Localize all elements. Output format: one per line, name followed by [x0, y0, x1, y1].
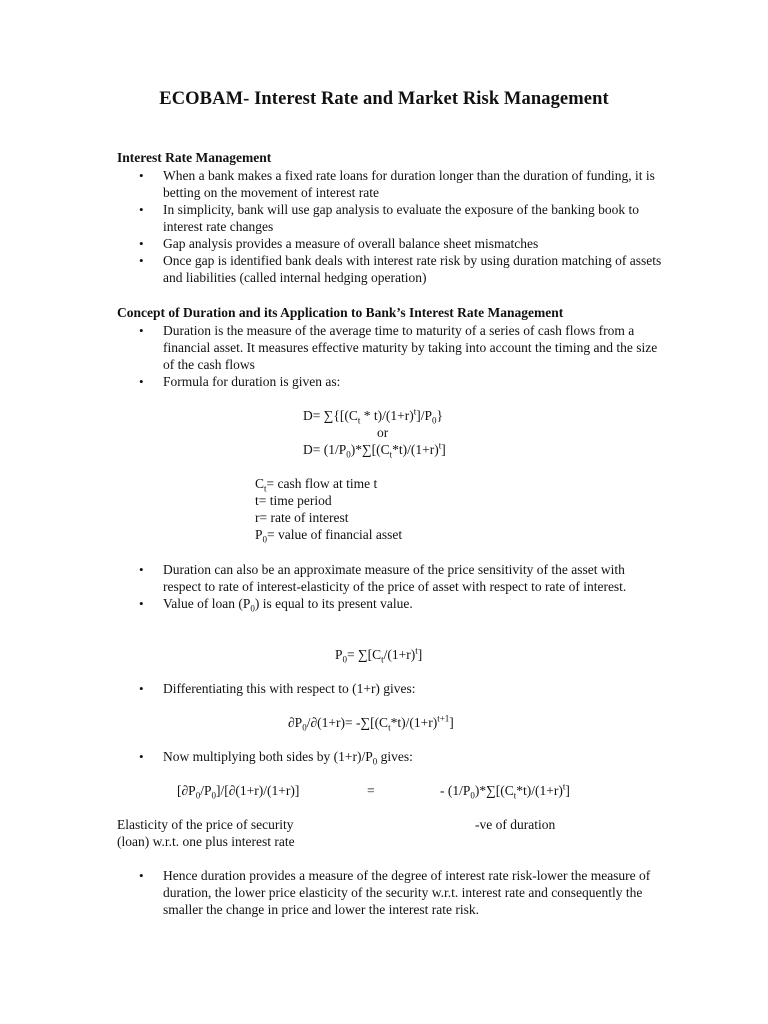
elasticity-label-line2: (loan) w.r.t. one plus interest rate	[117, 834, 295, 849]
definition-t: t= time period	[255, 493, 332, 508]
section-heading-interest-rate-management: Interest Rate Management	[117, 150, 272, 165]
formula-elasticity-lhs: $[\partial P_0/P_0]/[\partial(1+r)/(1+r)]$	[177, 783, 300, 801]
formula-or: or	[377, 425, 389, 440]
formula-equals: =	[367, 783, 375, 798]
list-item: • When a bank makes a fixed rate loans for duration longer than the duration of funding, it is betting on the movement of interest rate	[117, 167, 662, 201]
list-item: • Gap analysis provides a measure of overall balance sheet mismatches	[117, 235, 662, 252]
section2-bullet-diff	[117, 680, 662, 697]
definition-ct: $C_t=$ cash flow at time t	[255, 476, 378, 494]
document-title: ECOBAM- Interest Rate and Market Risk Management	[159, 89, 609, 109]
list-item: • Duration can also be an approximate measure of the price sensitivity of the asset with respect to rate of interest-elasticity of the price of asset with respect to rate of interest.	[117, 561, 662, 595]
list-item: • In simplicity, bank will use gap analysis to evaluate the exposure of the banking book to interest rate changes	[117, 201, 662, 235]
formula-duration-2: $D= (1/P_0)*\sum[(C_t*t)/(1+r)^t]$	[303, 440, 446, 460]
section-heading-duration-concept: Concept of Duration and its Application to Bank’s Interest Rate Management	[117, 305, 564, 320]
list-item: • Now multiplying both sides by $(1+r)/P_0$ gives:	[117, 748, 662, 765]
formula-elasticity-rhs: - $(1/P_0)*\sum[(C_t*t)/(1+r)^t]$	[440, 781, 570, 801]
list-item: • Hence duration provides a measure of the degree of interest rate risk-lower the measure of duration, the lower price elasticity of the security w.r.t. interest rate and consequently the smaller the change in price and lower the interest rate risk.	[117, 867, 662, 918]
section2-bullet-mult	[117, 748, 662, 765]
list-item: • Duration is the measure of the average time to maturity of a series of cash flows from a financial asset. It measures effective maturity by taking into account the timing and the size of the cash flows	[117, 322, 662, 373]
elasticity-label-line1: Elasticity of the price of security	[117, 817, 294, 832]
section2-bullet-final	[117, 867, 662, 918]
list-item: • Differentiating this with respect to (1+r) gives:	[117, 680, 662, 697]
list-item: • Formula for duration is given as:	[117, 373, 662, 390]
duration-label: -ve of duration	[475, 817, 556, 832]
section2-bullet-list-a	[117, 322, 662, 390]
section2-bullet-list-b	[117, 561, 662, 612]
formula-duration-1: $D= \sum\{[(C_t * t)/(1+r)^t]/P_0\}$	[303, 406, 443, 426]
list-item: • Once gap is identified bank deals with interest rate risk by using duration matching of assets and liabilities (called internal hedging operation)	[117, 252, 662, 286]
definition-p0: $P_0=$ value of financial asset	[255, 527, 403, 545]
section1-bullet-list	[117, 167, 662, 286]
variable-definitions	[255, 475, 402, 543]
formula-present-value: $P_0= \sum[C_t/(1+r)^t]$	[335, 645, 423, 665]
formula-derivative: $\partial P_0/\partial(1+r)= -\sum[(C_t*t)/(1+r)^{t+1}]$	[288, 713, 454, 733]
definition-r: r= rate of interest	[255, 510, 349, 525]
list-item: • Value of loan $(P_0)$ is equal to its present value.	[117, 595, 662, 612]
